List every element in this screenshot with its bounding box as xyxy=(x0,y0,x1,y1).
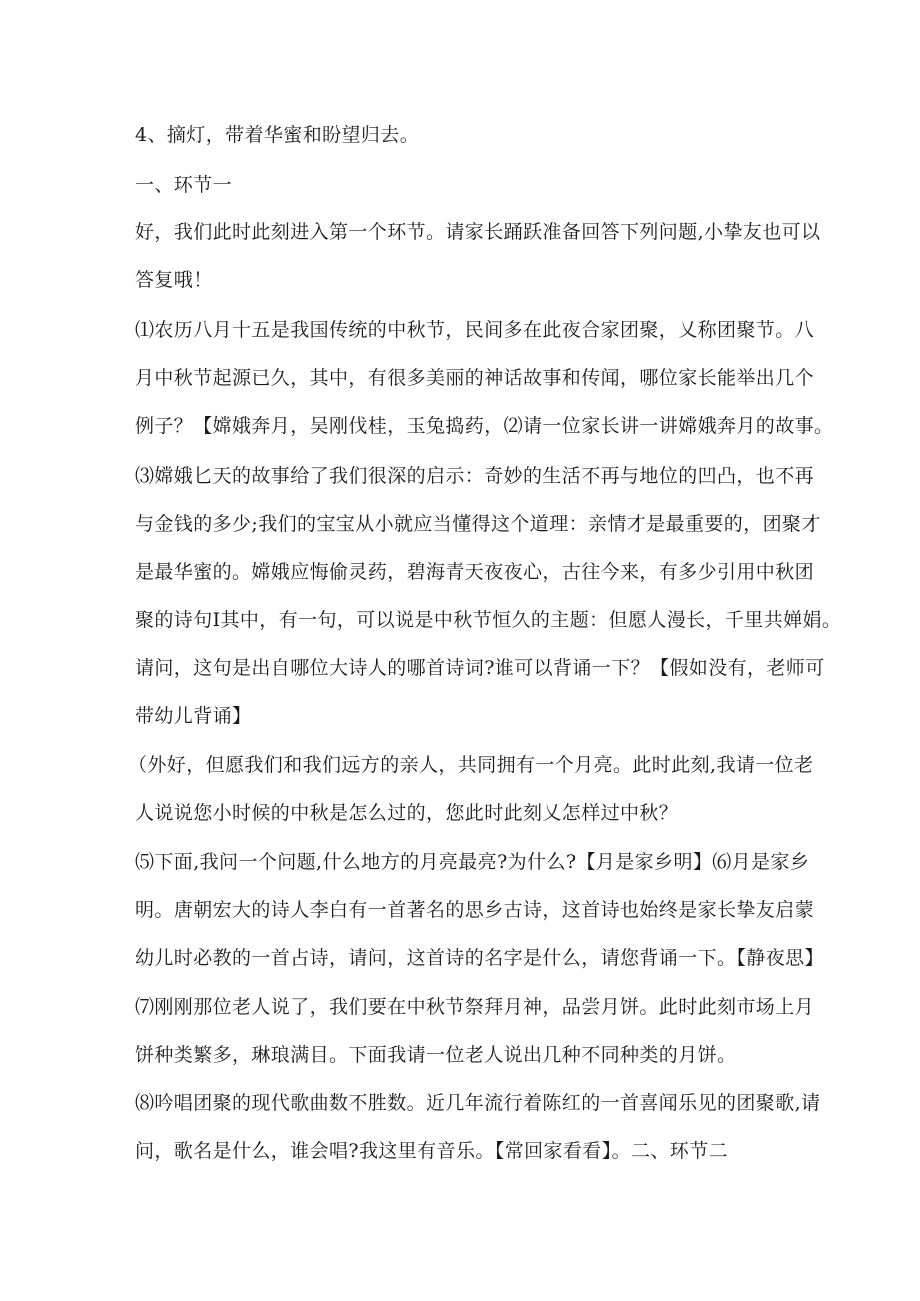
question-1-line: ⑴农历八月十五是我国传统的中秋节，民间多在此夜合家团聚，乂称团聚节。八 xyxy=(135,319,815,341)
question-5-line: ⑸下面,我问一个问题,什么地方的月亮最亮?为什么?【月是家乡明】⑹月是家乡 xyxy=(135,851,810,873)
text-line: 月中秋节起源已久，其中，有很多美丽的神话故事和传闻，哪位家长能举出几个 xyxy=(135,367,815,389)
text-line: 问，歌名是什么，谁会唱?我这里有音乐。【常回家看看】。二、环节二 xyxy=(135,1140,728,1162)
text-line: 幼儿时必教的一首占诗，请问，这首诗的名字是什么，请您背诵一下。【静夜思】 xyxy=(135,947,824,969)
question-7-line: ⑺刚刚那位老人说了，我们要在中秋节祭拜月神，品尝月饼。此时此刻市场上月 xyxy=(135,996,815,1018)
text-line: 答复哦！ xyxy=(135,269,213,291)
section-heading-1: 一、环节一 xyxy=(135,174,233,196)
text-line: 是最华蜜的。嫦娥应悔偷灵药，碧海青天夜夜心，古往今来，有多少引用中秋团 xyxy=(135,561,815,583)
text-line: 明。唐朝宏大的诗人李白有一首著名的思乡古诗，这首诗也始终是家长挚友启蒙 xyxy=(135,899,815,921)
text-line: 好，我们此时此刻进入第一个环节。请家长踊跃准备回答下列问题,小挚友也可以 xyxy=(135,221,821,243)
text-line: 人说说您小时候的中秋是怎么过的，您此时此刻乂怎样过中秋？ xyxy=(135,802,679,824)
text-line-step-4: 4、摘灯，带着华蜜和盼望归去。 xyxy=(135,124,420,146)
text-line: 聚的诗句I其中，有一句，可以说是中秋节恒久的主题：但愿人漫长，千里共婵娟。 xyxy=(135,609,842,631)
text-line: 例子？【嫦娥奔月，吴刚伐桂，玉兔捣药，⑵请一位家长讲一讲嫦娥奔月的故事。 xyxy=(135,415,834,437)
question-4-line: （外好，但愿我们和我们远方的亲人，共同拥有一个月亮。此时此刻,我请一位老 xyxy=(128,754,814,776)
text-line: 带幼儿背诵】 xyxy=(135,705,252,727)
text-line: 与金钱的多少;我们的宝宝从小就应当懂得这个道理：亲情才是最重要的，团聚才 xyxy=(135,513,821,535)
question-8-line: ⑻吟唱团聚的现代歌曲数不胜数。近几年流行着陈红的一首喜闻乐见的团聚歌,请 xyxy=(135,1092,821,1114)
text-line: 请问，这句是出自哪位大诗人的哪首诗词?谁可以背诵一下？【假如没有，老师可 xyxy=(135,657,825,679)
question-3-line: ⑶嫦娥匕天的故事给了我们很深的启示：奇妙的生活不再与地位的凹凸，也不再 xyxy=(135,465,815,487)
text-line: 饼种类繁多，琳琅满目。下面我请一位老人说出几种不同种类的月饼。 xyxy=(135,1044,737,1066)
